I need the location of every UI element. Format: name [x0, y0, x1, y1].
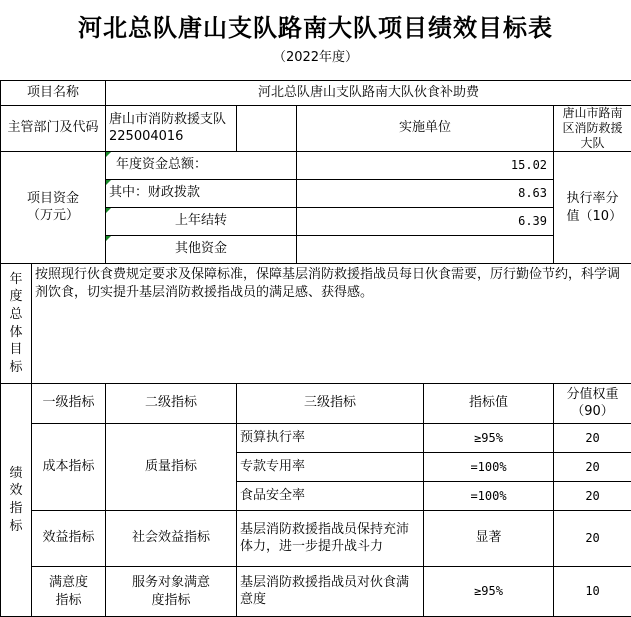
header-indicator-value: 指标值 — [424, 384, 554, 424]
other-funds-label: 其他资金 — [106, 236, 297, 264]
level3-food-safety: 食品安全率 — [237, 482, 424, 511]
indicator-header-row — [1, 384, 631, 424]
value-earmarked: =100% — [424, 453, 554, 482]
level3-earmarked: 专款专用率 — [237, 453, 424, 482]
annual-total-label: 年度资金总额： — [106, 152, 297, 180]
carryover-value: 6.39 — [297, 208, 554, 236]
level1-satisfaction-text: 满意度指标 — [48, 574, 88, 608]
weight-earmarked: 20 — [554, 453, 631, 482]
indicator-row — [1, 424, 631, 453]
value-budget-execution: ≥95% — [424, 424, 554, 453]
header-weight — [554, 384, 631, 424]
weight-food-satisfaction: 10 — [554, 567, 631, 617]
level2-quality: 质量指标 — [106, 424, 237, 511]
department-blank — [237, 106, 297, 152]
implementing-unit-label: 实施单位 — [297, 106, 554, 152]
annual-goal-label-text: 年度总体目标 — [9, 271, 23, 375]
performance-indicators-label — [1, 384, 32, 617]
level1-satisfaction — [32, 567, 106, 617]
document-subtitle: （2022年度） — [272, 50, 359, 65]
annual-goal-label — [1, 264, 32, 384]
indicator-row — [1, 567, 631, 617]
fiscal-allocation-value: 8.63 — [297, 180, 554, 208]
project-funds-label — [1, 152, 106, 264]
level3-physical-strength: 基层消防救援指战员保持充沛体力，进一步提升战斗力 — [237, 511, 424, 567]
performance-table — [0, 80, 631, 617]
level3-budget-execution: 预算执行率 — [237, 424, 424, 453]
project-name-value: 河北总队唐山支队路南大队伙食补助费 — [106, 81, 631, 106]
project-name-label: 项目名称 — [1, 81, 106, 106]
project-name-row — [1, 81, 631, 106]
annual-goal-text: 按照现行伙食费规定要求及保障标准，保障基层消防救援指战员每日伙食需要，厉行勤俭节约，科学调剂饮食，切实提升基层消防救援指战员的满足感、获得感。 — [32, 264, 631, 384]
department-row — [1, 106, 631, 152]
document-title: 河北总队唐山支队路南大队项目绩效目标表 — [78, 14, 553, 42]
project-funds-label-text: 项目资金（万元） — [26, 191, 79, 223]
level2-social-benefit: 社会效益指标 — [106, 511, 237, 567]
department-value: 唐山市消防救援支队 225004016 — [106, 106, 237, 152]
other-funds-value — [297, 236, 554, 264]
level1-benefit: 效益指标 — [32, 511, 106, 567]
value-food-satisfaction: ≥95% — [424, 567, 554, 617]
execution-rate-score — [554, 152, 631, 264]
weight-physical-strength: 20 — [554, 511, 631, 567]
implementing-unit-value: 唐山市路南区消防救援大队 — [554, 106, 631, 152]
header-weight-text: 分值权重（90） — [566, 386, 619, 419]
header-level1: 一级指标 — [32, 384, 106, 424]
header-level3: 三级指标 — [237, 384, 424, 424]
execution-rate-score-text: 执行率分值（10） — [566, 190, 623, 224]
level3-food-satisfaction: 基层消防救援指战员对伙食满意度 — [237, 567, 424, 617]
weight-food-safety: 20 — [554, 482, 631, 511]
level2-service-satisfaction-text: 服务对象满意度指标 — [132, 574, 211, 608]
level2-service-satisfaction — [106, 567, 237, 617]
weight-budget-execution: 20 — [554, 424, 631, 453]
department-label: 主管部门及代码 — [1, 106, 106, 152]
header-level2: 二级指标 — [106, 384, 237, 424]
performance-indicators-label-text: 绩效指标 — [9, 465, 23, 534]
funds-total-row — [1, 152, 631, 180]
annual-goal-row — [1, 264, 631, 384]
carryover-label: 上年结转 — [106, 208, 297, 236]
value-physical-strength: 显著 — [424, 511, 554, 567]
value-food-safety: =100% — [424, 482, 554, 511]
indicator-row — [1, 511, 631, 567]
fiscal-allocation-label: 其中：财政拨款 — [106, 180, 297, 208]
level1-cost: 成本指标 — [32, 424, 106, 511]
annual-total-value: 15.02 — [297, 152, 554, 180]
